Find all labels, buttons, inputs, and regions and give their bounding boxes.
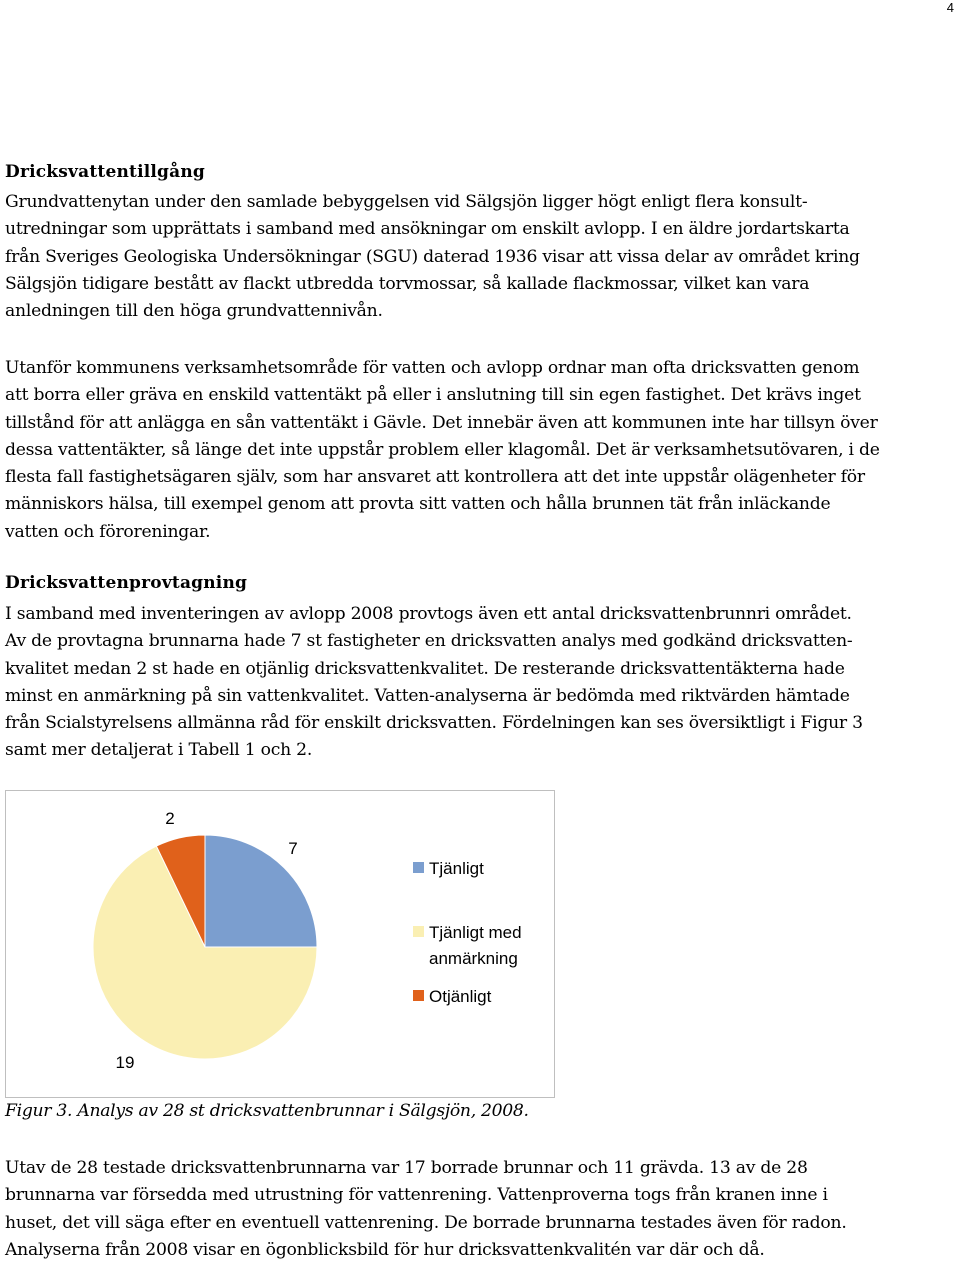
page-number: 4 xyxy=(946,0,954,15)
text-line: från Scialstyrelsens allmänna råd för enskilt dricksvatten. Fördelningen kan ses översiktligt i Figur 3 xyxy=(5,713,863,734)
legend-label-tjanligt-med-anmarkning: anmärkning xyxy=(429,949,518,968)
legend-swatch-tjanligt xyxy=(413,862,424,873)
figure-caption: Figur 3. Analys av 28 st dricksvattenbrunnar i Sälgsjön, 2008. xyxy=(5,1101,529,1121)
text-line: I samband med inventeringen av avlopp 2008 provtogs även ett antal dricksvattenbrunnri området. xyxy=(5,604,852,624)
legend-label-otjanligt: Otjänligt xyxy=(429,987,492,1006)
text-line: dessa vattentäkter, så länge det inte uppstår problem eller klagomål. Det är verksamhetsutövaren, i de xyxy=(5,439,880,460)
text-line: flesta fall fastighetsägaren själv, som har ansvaret att kontrollera att det inte uppstår olägenheter för xyxy=(5,467,865,488)
paragraph-grundvatten xyxy=(5,189,955,325)
data-label-tjanligt: 7 xyxy=(288,839,298,858)
text-line: brunnarna var försedda med utrustning för vattenrening. Vattenproverna togs från kranen inne i xyxy=(5,1185,828,1206)
section-heading-dricksvattenprovtagning: Dricksvattenprovtagning xyxy=(5,573,248,593)
text-line: minst en anmärkning på sin vattenkvalitet. Vatten-analyserna är bedömda med riktvärden hämtade xyxy=(5,685,850,706)
text-line: huset, det vill säga efter en eventuell vattenrening. De borrade brunnarna testades även för radon. xyxy=(5,1212,847,1233)
pie-slice-tjanligt xyxy=(205,835,317,947)
text-line: vatten och föroreningar. xyxy=(5,521,211,542)
text-line: utredningar som upprättats i samband med ansökningar om enskilt avlopp. I en äldre jordartskarta xyxy=(5,219,850,240)
paragraph-closing xyxy=(5,1155,955,1264)
text-line: människors hälsa, till exempel genom att provta sitt vatten och hålla brunnen tät från inläckande xyxy=(5,494,831,515)
legend-label-tjanligt: Tjänligt xyxy=(429,859,484,878)
text-line: tillstånd för att anlägga en sån vattentäkt i Gävle. Det innebär även att kommunen inte har tillsyn över xyxy=(5,412,878,433)
legend-swatch-tjanligt-med-anmarkning xyxy=(413,926,424,937)
section-heading-dricksvattentillgang: Dricksvattentillgång xyxy=(5,162,206,182)
text-line: Utav de 28 testade dricksvattenbrunnarna var 17 borrade brunnar och 11 grävda. 13 av de 28 xyxy=(5,1158,808,1178)
paragraph-provtagning xyxy=(5,601,955,765)
data-label-tjanligt-med-anmarkning: 19 xyxy=(115,1053,135,1072)
pie-chart-svg xyxy=(6,791,554,1097)
text-line: Av de provtagna brunnarna hade 7 st fastigheter en dricksvatten analys med godkänd dricksvatten- xyxy=(5,631,853,652)
text-line: kvalitet medan 2 st hade en otjänlig dricksvattenkvalitet. De resterande dricksvattentäkterna hade xyxy=(5,658,845,679)
data-label-otjanligt: 2 xyxy=(165,809,175,828)
pie-chart xyxy=(5,790,555,1098)
text-line: att borra eller gräva en enskild vattentäkt på eller i anslutning till sin egen fastighet. Det krävs inget xyxy=(5,385,861,406)
paragraph-utanfor xyxy=(5,355,955,546)
text-line: Sälgsjön tidigare bestått av flackt utbredda torvmossar, så kallade flackmossar, vilket kan vara xyxy=(5,273,810,294)
text-line: samt mer detaljerat i Tabell 1 och 2. xyxy=(5,740,313,761)
text-line: Analyserna från 2008 visar en ögonblicksbild för hur dricksvattenkvalitén var där och då. xyxy=(5,1239,765,1260)
text-line: Grundvattenytan under den samlade bebyggelsen vid Sälgsjön ligger högt enligt flera konsult- xyxy=(5,192,808,212)
text-line: anledningen till den höga grundvattennivån. xyxy=(5,301,383,322)
legend-label-tjanligt-med-anmarkning: Tjänligt med xyxy=(429,923,522,942)
text-line: från Sveriges Geologiska Undersökningar (SGU) daterad 1936 visar att vissa delar av området kring xyxy=(5,246,860,267)
text-line: Utanför kommunens verksamhetsområde för vatten och avlopp ordnar man ofta dricksvatten genom xyxy=(5,358,860,378)
legend-swatch-otjanligt xyxy=(413,990,424,1001)
